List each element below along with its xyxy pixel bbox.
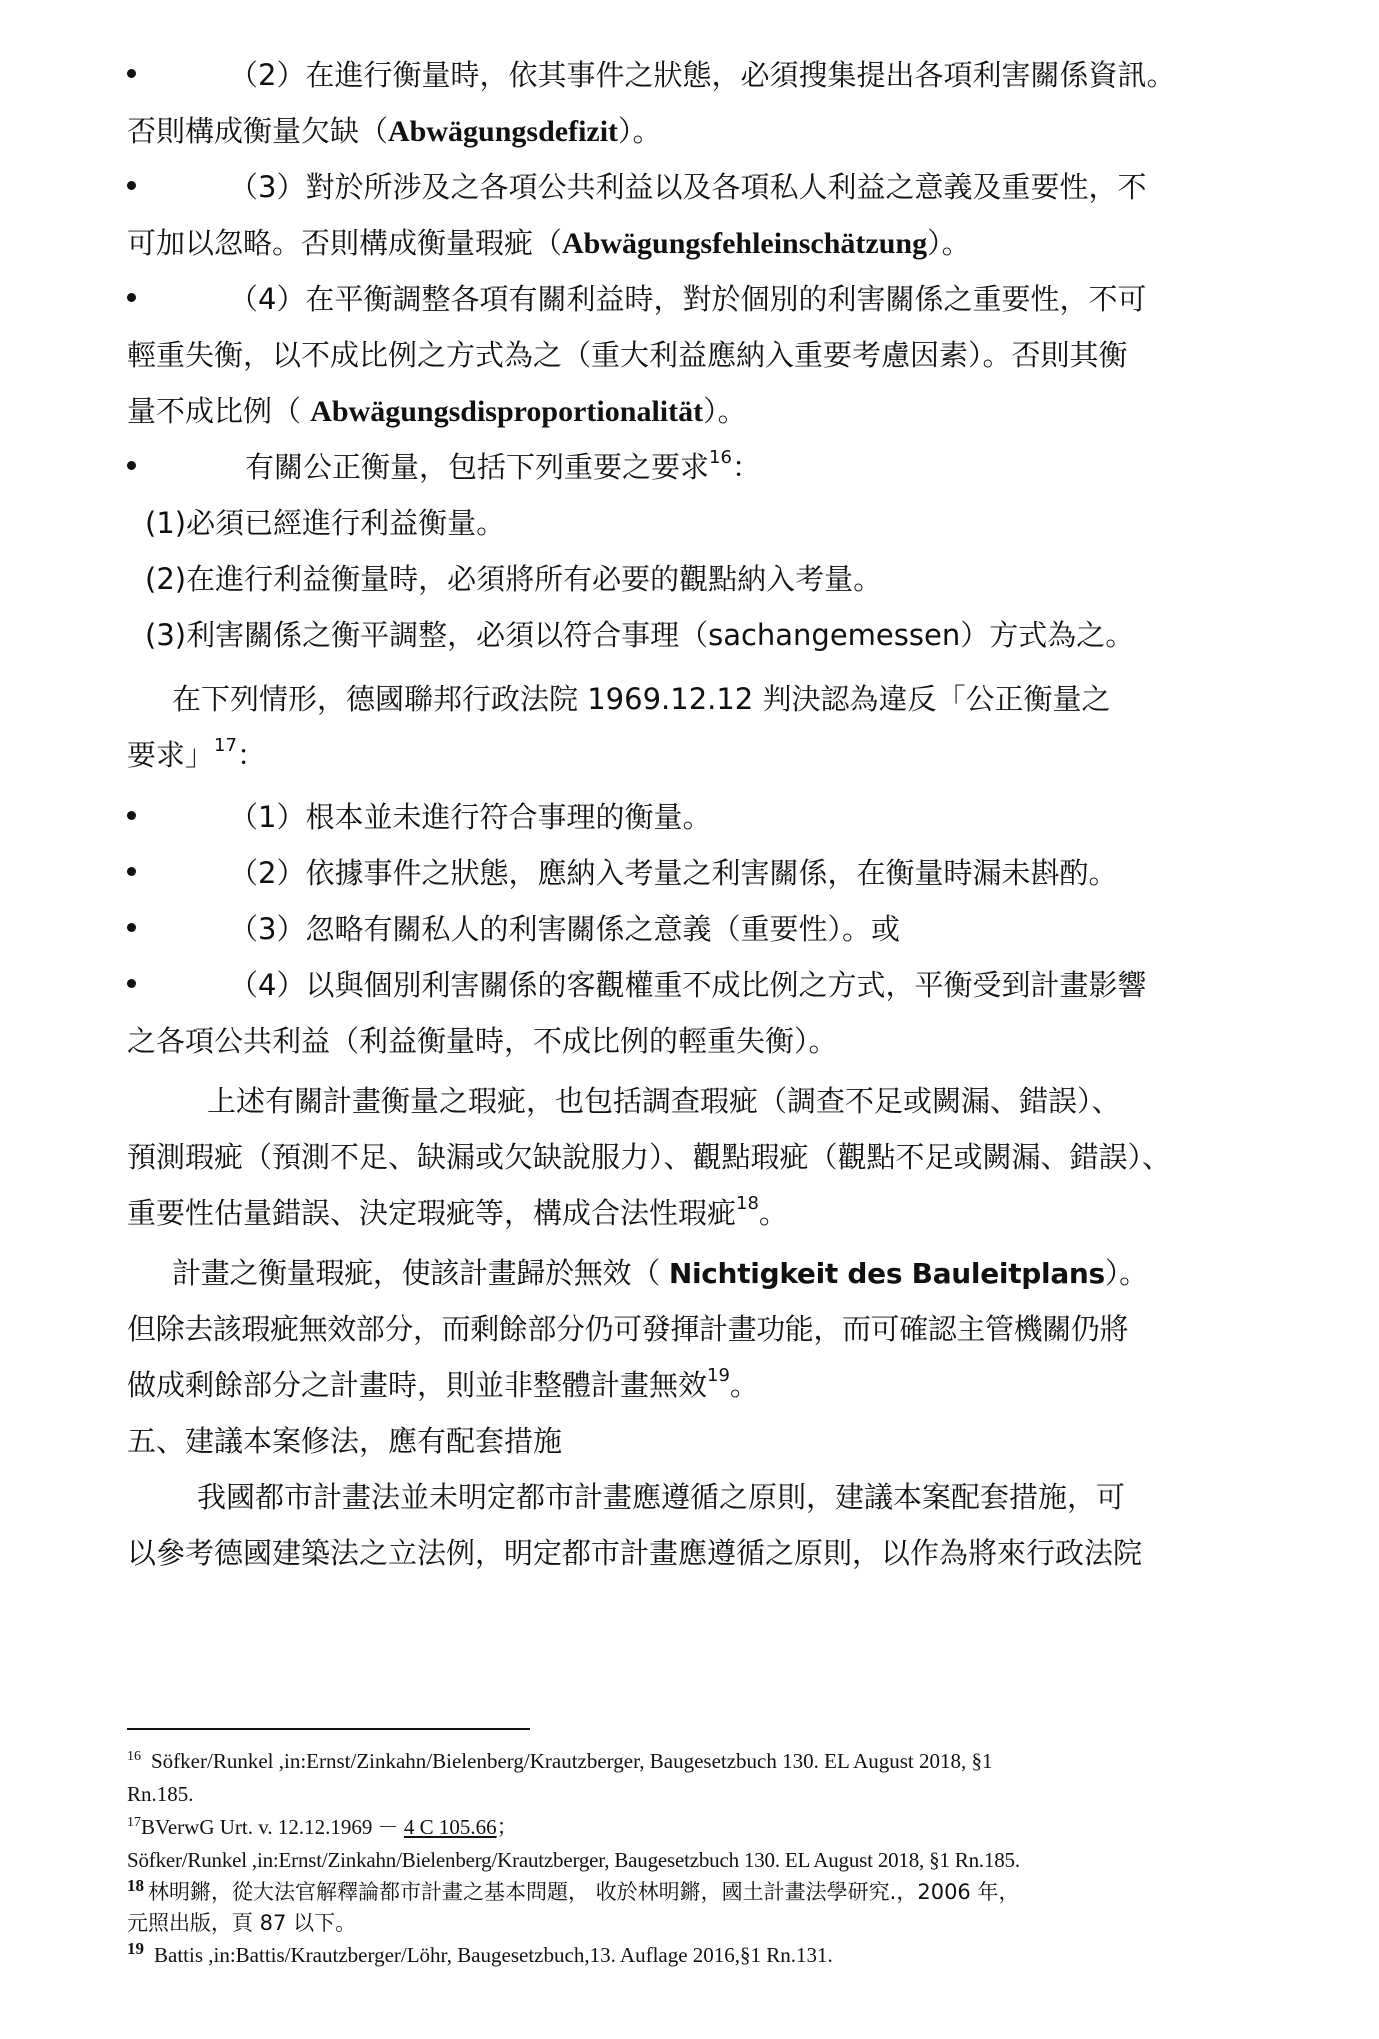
paragraph-line: 我國都市計畫法並未明定都市計畫應遵循之原則，建議本案配套措施，可 bbox=[197, 1480, 1126, 1514]
list-item: (2)在進行利益衡量時，必須將所有必要的觀點納入考量。 bbox=[145, 562, 883, 596]
paragraph-text: （2）在進行衡量時，依其事件之狀態，必須搜集提出各項利害關係資訊。 bbox=[229, 58, 1176, 92]
footnote-text: 林明鏘，從大法官解釋論都市計畫之基本問題， 收於林明鏘，國土計畫法學研究.，2006 年， bbox=[148, 1880, 1020, 1904]
bullet-icon bbox=[127, 811, 136, 820]
paragraph-text: ）。 bbox=[1104, 1256, 1148, 1290]
footnote-text: ； bbox=[496, 1815, 518, 1839]
footnote-number: 17 bbox=[127, 1815, 141, 1830]
footnote-number: 19 bbox=[127, 1939, 144, 1958]
paragraph-line bbox=[127, 1185, 1287, 1241]
paragraph-text: 量不成比例（ bbox=[127, 394, 311, 428]
paragraph-line bbox=[127, 215, 1287, 271]
paragraph-text: ）。 bbox=[927, 226, 971, 260]
bullet-icon bbox=[127, 923, 136, 932]
paragraph-line bbox=[127, 1245, 1287, 1301]
paragraph-text: ）。 bbox=[703, 394, 747, 428]
paragraph-text: 。 bbox=[729, 1368, 759, 1402]
paragraph-text: 要求」 bbox=[127, 738, 215, 772]
footnote-text: Söfker/Runkel ,in:Ernst/Zinkahn/Bielenberg/Krautzberger, Baugesetzbuch 130. EL August 2018, §1 Rn.185. bbox=[127, 1848, 1020, 1872]
footnote-number: 16 bbox=[127, 1749, 141, 1764]
bullet-item bbox=[127, 957, 1287, 1013]
bullet-item bbox=[127, 901, 1287, 957]
paragraph-text: 計畫之衡量瑕疵，使該計畫歸於無效（ bbox=[172, 1256, 669, 1290]
list-item: (3)利害關係之衡平調整，必須以符合事理（sachangemessen）方式為之。 bbox=[145, 618, 1135, 652]
bullet-icon bbox=[127, 181, 136, 190]
bullet-item bbox=[127, 439, 1287, 495]
paragraph-line: 但除去該瑕疵無效部分，而剩餘部分仍可發揮計畫功能，而可確認主管機關仍將 bbox=[127, 1312, 1129, 1346]
case-link[interactable]: 4 C 105.66 bbox=[403, 1815, 497, 1839]
bullet-icon bbox=[127, 461, 136, 470]
paragraph-text: 可加以忽略。否則構成衡量瑕疵（ bbox=[127, 226, 563, 260]
paragraph-text bbox=[245, 439, 761, 495]
footnote-text: Söfker/Runkel ,in:Ernst/Zinkahn/Bielenberg/Krautzberger, Baugesetzbuch 130. EL August 2018, §1 bbox=[151, 1749, 993, 1773]
footnotes bbox=[127, 1745, 1287, 1972]
section-heading: 五、建議本案修法，應有配套措施 bbox=[127, 1424, 563, 1458]
footnote-text: 元照出版，頁 87 以下。 bbox=[127, 1911, 357, 1935]
german-term: Abwägungsdefizit bbox=[388, 115, 619, 148]
footnote-ref: 19 bbox=[707, 1365, 730, 1386]
paragraph-line bbox=[127, 1357, 1287, 1413]
footnote-ref: 17 bbox=[214, 735, 237, 756]
bullet-icon bbox=[127, 293, 136, 302]
bullet-item bbox=[127, 789, 1287, 845]
paragraph-text: 有關公正衡量，包括下列重要之要求 bbox=[245, 450, 710, 484]
bullet-item bbox=[127, 47, 1287, 103]
bullet-item bbox=[127, 159, 1287, 215]
paragraph-line: 在下列情形，德國聯邦行政法院 1969.12.12 判決認為違反「公正衡量之 bbox=[172, 682, 1111, 716]
footnote-text: Rn.185. bbox=[127, 1782, 194, 1806]
paragraph-text: （1）根本並未進行符合事理的衡量。 bbox=[229, 800, 712, 834]
footnote-number: 18 bbox=[127, 1876, 144, 1895]
paragraph-line: 之各項公共利益（利益衡量時，不成比例的輕重失衡）。 bbox=[127, 1024, 838, 1058]
footnote-ref: 16 bbox=[709, 447, 732, 468]
paragraph-text: 做成剩餘部分之計畫時，則並非整體計畫無效 bbox=[127, 1368, 708, 1402]
paragraph-line: 以參考德國建築法之立法例，明定都市計畫應遵循之原則，以作為將來行政法院 bbox=[127, 1536, 1143, 1570]
paragraph-line bbox=[127, 383, 1287, 439]
paragraph-text: ）。 bbox=[618, 114, 662, 148]
paragraph-line bbox=[127, 103, 1287, 159]
paragraph-text: （4）在平衡調整各項有關利益時，對於個別的利害關係之重要性，不可 bbox=[229, 282, 1147, 316]
paragraph-text: （3）對於所涉及之各項公共利益以及各項私人利益之意義及重要性，不 bbox=[229, 170, 1147, 204]
body-text bbox=[127, 47, 1287, 1581]
bullet-item bbox=[127, 271, 1287, 327]
paragraph-line: 上述有關計畫衡量之瑕疵，也包括調查瑕疵（調查不足或闕漏、錯誤）、 bbox=[207, 1084, 1121, 1118]
list-item: (1)必須已經進行利益衡量。 bbox=[145, 506, 506, 540]
footnote-text: Battis ,in:Battis/Krautzberger/Löhr, Baugesetzbuch,13. Auflage 2016,§1 Rn.131. bbox=[154, 1943, 833, 1967]
paragraph-text: （2）依據事件之狀態，應納入考量之利害關係，在衡量時漏未斟酌。 bbox=[229, 856, 1118, 890]
paragraph-text: ： bbox=[731, 450, 761, 484]
footnote-16 bbox=[127, 1745, 1287, 1778]
paragraph-line bbox=[127, 727, 1287, 783]
paragraph-text: 重要性估量錯誤、決定瑕疵等，構成合法性瑕疵 bbox=[127, 1196, 737, 1230]
footnote-divider bbox=[127, 1728, 530, 1730]
bullet-item bbox=[127, 845, 1287, 901]
german-term: Nichtigkeit des Bauleitplans bbox=[668, 1257, 1105, 1290]
paragraph-text: （4）以與個別利害關係的客觀權重不成比例之方式，平衡受到計畫影響 bbox=[229, 968, 1147, 1002]
bullet-icon bbox=[127, 979, 136, 988]
paragraph-text: 否則構成衡量欠缺（ bbox=[127, 114, 389, 148]
german-term: Abwägungsdisproportionalität bbox=[310, 395, 704, 428]
bullet-icon bbox=[127, 69, 136, 78]
paragraph-text: （3）忽略有關私人的利害關係之意義（重要性）。或 bbox=[229, 912, 900, 946]
footnote-17 bbox=[127, 1811, 1287, 1844]
bullet-icon bbox=[127, 867, 136, 876]
footnote-ref: 18 bbox=[736, 1193, 759, 1214]
footnote-text: BVerwG Urt. v. 12.12.1969 － bbox=[141, 1815, 404, 1839]
paragraph-line: 輕重失衡，以不成比例之方式為之（重大利益應納入重要考慮因素）。否則其衡 bbox=[127, 338, 1128, 372]
footnote-18 bbox=[127, 1877, 1287, 1908]
footnote-19 bbox=[127, 1939, 1287, 1972]
paragraph-line: 預測瑕疵（預測不足、缺漏或欠缺說服力）、觀點瑕疵（觀點不足或闕漏、錯誤）、 bbox=[127, 1140, 1172, 1174]
german-term: Abwägungsfehleinschätzung bbox=[562, 227, 928, 260]
paragraph-text: ： bbox=[236, 738, 266, 772]
paragraph-text: 。 bbox=[758, 1196, 788, 1230]
